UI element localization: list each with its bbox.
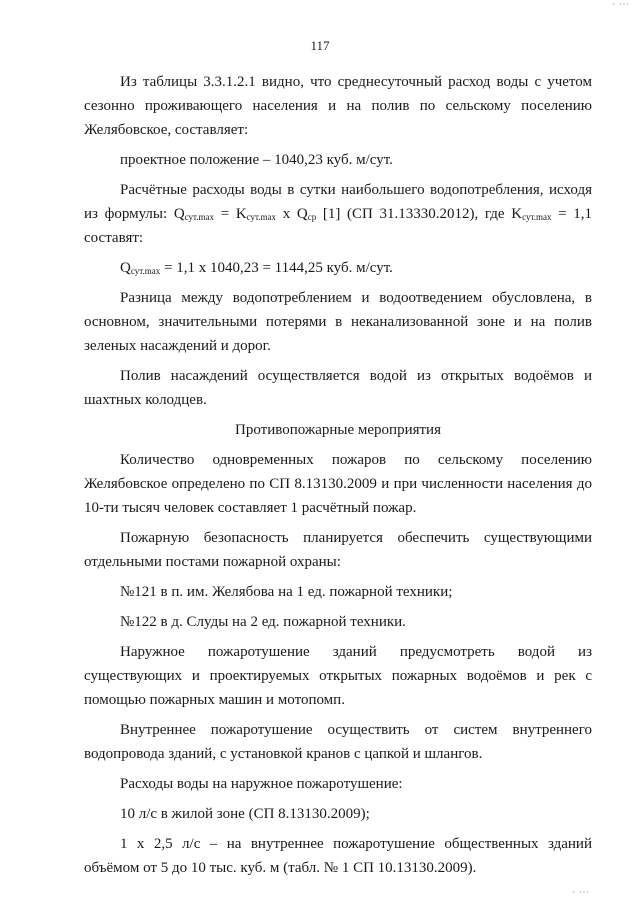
formula-subscript-1: сут.max [184, 212, 215, 222]
corner-mark-top: · ··· [612, 0, 630, 9]
formula-text-2: = K [214, 206, 247, 222]
formula-text-5: = 1,1 составят: [84, 206, 592, 246]
paragraph-projected-value: проектное положение – 1040,23 куб. м/сут. [120, 152, 393, 168]
list-item-post-121: №121 в п. им. Желябова на 1 ед. пожарной техники; [120, 584, 453, 600]
formula-subscript-4: сут.max [522, 212, 552, 222]
calc-subscript: сут.max [130, 266, 161, 276]
paragraph-difference: Разница между водопотреблением и водоотведением обусловлена, в основном, значительными потерями в неканализованной зоне и на полив зеленых насаждений и дорог. [84, 290, 592, 354]
paragraph-daily-consumption: Из таблицы 3.3.1.2.1 видно, что среднесуточный расход воды с учетом сезонно проживающего населения и на полив по сельскому поселению Желябовское, составляет: [84, 74, 592, 138]
corner-mark-bottom: · ··· [572, 888, 590, 897]
formula-subscript-2: сут.max [246, 212, 277, 222]
list-item-post-122: №122 в д. Слуды на 2 ед. пожарной техники. [120, 614, 406, 630]
paragraph-water-consumption: Расходы воды на наружное пожаротушение: [120, 776, 403, 792]
calc-text-1: Q [120, 260, 131, 276]
formula-text-1: Расчётные расходы воды в сутки наибольшего водопотребления, исходя из формулы: Q [84, 182, 592, 222]
paragraph-fire-count: Количество одновременных пожаров по сельскому поселению Желябовское определено по СП 8.13130.2009 и при численности населения до 10-ти тысяч человек составляет 1 расчётный пожар. [84, 452, 592, 516]
paragraph-calculation [84, 256, 592, 280]
calc-text-2: = 1,1 x 1040,23 = 1144,25 куб. м/сут. [160, 260, 393, 276]
section-heading: Противопожарные мероприятия [235, 422, 441, 438]
paragraph-indoor-extinguishing: Внутреннее пожаротушение осуществить от систем внутреннего водопровода зданий, с установкой кранов с цапкой и шлангов. [84, 722, 592, 762]
formula-subscript-3: ср [307, 212, 317, 222]
list-item-public-buildings: 1 х 2,5 л/с – на внутреннее пожаротушение общественных зданий объёмом от 5 до 10 тыс. куб. м (табл. № 1 СП 10.13130.2009). [84, 836, 592, 876]
page-number: 117 [310, 38, 330, 53]
paragraph-outdoor-extinguishing: Наружное пожаротушение зданий предусмотреть водой из существующих и проектируемых открытых пожарных водоёмов и рек с помощью пожарных машин и мотопомп. [84, 644, 592, 708]
paragraph-irrigation: Полив насаждений осуществляется водой из открытых водоёмов и шахтных колодцев. [84, 368, 592, 408]
formula-text-3: x Q [276, 206, 308, 222]
paragraph-fire-safety: Пожарную безопасность планируется обеспечить существующими отдельными постами пожарной охраны: [84, 530, 592, 570]
paragraph-formula [84, 178, 592, 250]
list-item-residential-zone: 10 л/с в жилой зоне (СП 8.13130.2009); [120, 806, 370, 822]
document-body [84, 70, 592, 880]
formula-text-4: [1] (СП 31.13330.2012), где K [316, 206, 523, 222]
